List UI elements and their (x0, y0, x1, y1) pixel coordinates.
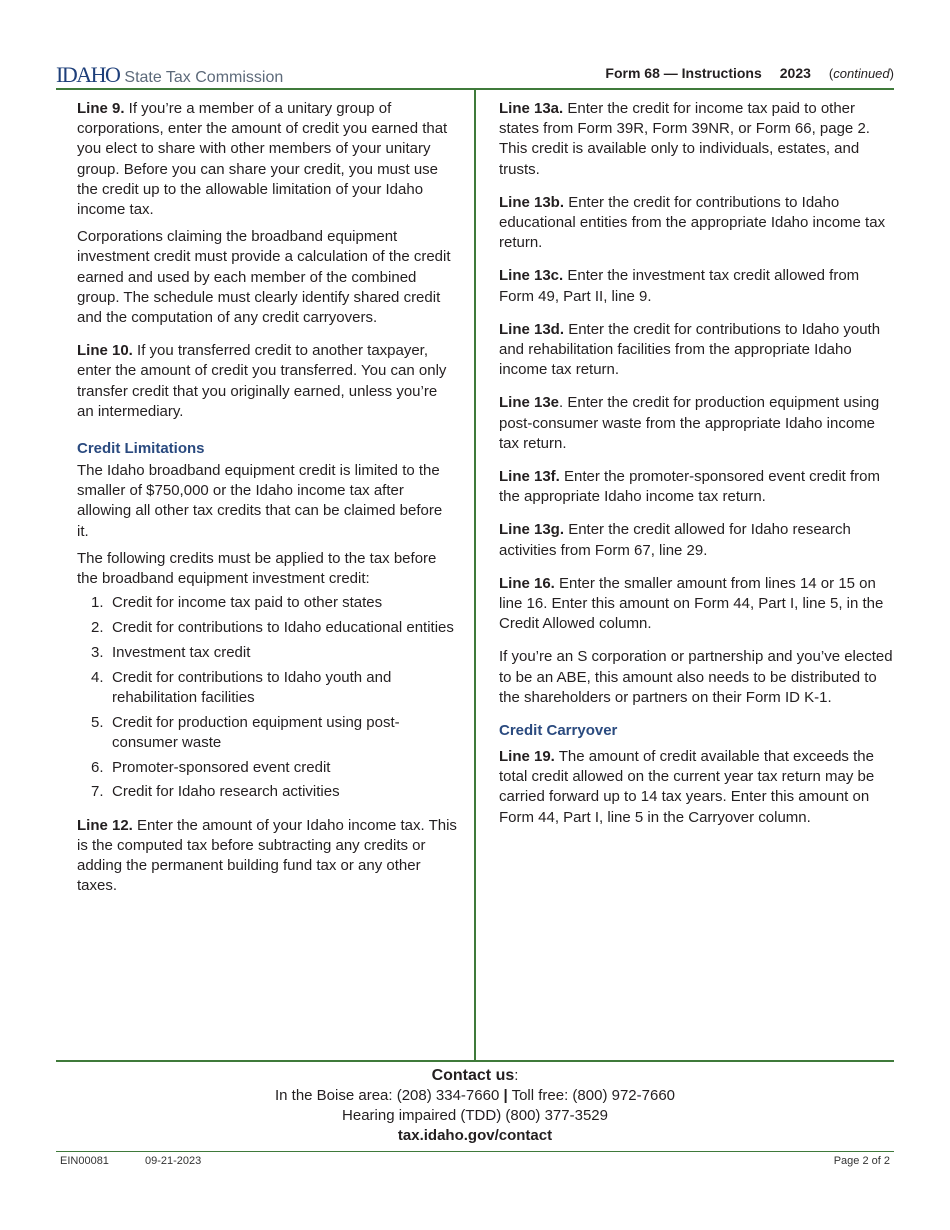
list-item: 5. Credit for production equipment using post-consumer waste (91, 713, 400, 751)
column-divider (474, 90, 476, 1060)
continued-label: (continued) (828, 66, 894, 81)
form-code: EIN00081 (60, 1155, 109, 1167)
line13c-paragraph: Line 13c. Enter the investment tax credit allowed from Form 49, Part II, line 9. (499, 267, 860, 305)
contact-divider (56, 1060, 894, 1062)
list-item: 3. Investment tax credit (91, 643, 251, 661)
contact-phones: In the Boise area: (208) 334-7660 | Toll free: (800) 972-7660 (274, 1087, 676, 1104)
following-credits-paragraph: The following credits must be applied to the tax before the broadband equipment investment credit: (77, 549, 437, 588)
right-column (499, 99, 897, 835)
logo-text: State Tax Commission (124, 69, 284, 86)
credits-list (77, 593, 457, 802)
limitations-paragraph: The Idaho broadband equipment credit is limited to the smaller of $750,000 or the Idaho income tax after allowing all other tax credits that can be claimed before it. (77, 462, 443, 540)
credit-limitations-heading: Credit Limitations (77, 440, 205, 458)
form-title (605, 65, 894, 81)
contact-title: Contact us: (431, 1067, 519, 1084)
form-name: Form 68 — Instructions (605, 65, 762, 81)
list-item: 1. Credit for income tax paid to other states (91, 594, 383, 612)
logo-mark: IDAHO (56, 62, 120, 87)
line9-paragraph: Line 9. If you’re a member of a unitary group of corporations, enter the amount of credit you earned that you elect to share with other members of your unitary group. Before you can share your credit, you must use the credit up to the allowable limitation of your Idaho income tax. (77, 100, 448, 219)
line19-paragraph: Line 19. The amount of credit available that exceeds the total credit allowed on the current year tax return may be carried forward up to 14 tax years. Enter this amount on Form 44, Part I, line 5 in the Carryover column. (499, 748, 875, 826)
line10-paragraph: Line 10. If you transferred credit to another taxpayer, enter the amount of credit you transferred. You can only transfer credit that you originally earned, unless you’re an intermediary. (77, 342, 447, 420)
s-corporation-paragraph: If you’re an S corporation or partnership and you’ve elected to be an ABE, this amount also needs to be distributed to the shareholders or partners on their Form ID K-1. (499, 648, 893, 706)
line13e-paragraph: Line 13e. Enter the credit for production equipment using post-consumer waste from the appropriate Idaho income tax return. (499, 394, 880, 452)
corporations-paragraph: Corporations claiming the broadband equipment investment credit must provide a calculation of the credit earned and used by each member of the combined group. The schedule must clearly identify shared credit and the computation of any credit carryovers. (77, 228, 451, 327)
list-item: 4. Credit for contributions to Idaho youth and rehabilitation facilities (91, 668, 392, 706)
line13a-paragraph: Line 13a. Enter the credit for income tax paid to other states from Form 39R, Form 39NR, or Form 66, page 2. This credit is available only to individuals, estates, and trusts. (499, 100, 870, 178)
line12-paragraph: Line 12. Enter the amount of your Idaho income tax. This is the computed tax before subtracting any credits or adding the permanent building fund tax or any other taxes. (77, 816, 457, 895)
page-number: Page 2 of 2 (833, 1155, 890, 1167)
line13d-paragraph: Line 13d. Enter the credit for contributions to Idaho youth and rehabilitation facilities from the appropriate Idaho income tax return. (499, 320, 881, 379)
revision-date: 09-21-2023 (145, 1155, 202, 1167)
line13b-paragraph: Line 13b. Enter the credit for contributions to Idaho educational entities from the appropriate Idaho income tax return. (499, 193, 886, 252)
contact-section (56, 1066, 894, 1146)
list-item: 2. Credit for contributions to Idaho educational entities (91, 619, 454, 637)
form-year: 2023 (779, 65, 811, 81)
idaho-logo (56, 62, 283, 86)
line13f-paragraph: Line 13f. Enter the promoter-sponsored event credit from the appropriate Idaho income tax return. (499, 468, 881, 506)
footer-divider (56, 1151, 894, 1152)
contact-link[interactable]: tax.idaho.gov/contact (397, 1127, 553, 1144)
line16-paragraph: Line 16. Enter the smaller amount from lines 14 or 15 on line 16. Enter this amount on Form 44, Part I, line 5, in the Credit Allowed column. (499, 574, 884, 633)
list-item: 6. Promoter-sponsored event credit (91, 758, 331, 776)
page-header (56, 62, 894, 88)
contact-tdd: Hearing impaired (TDD) (800) 377-3529 (342, 1107, 608, 1124)
credit-carryover-heading: Credit Carryover (499, 722, 618, 740)
list-item: 7. Credit for Idaho research activities (91, 783, 340, 801)
left-column (77, 99, 457, 903)
line13g-paragraph: Line 13g. Enter the credit allowed for Idaho research activities from Form 67, line 29. (499, 521, 851, 559)
